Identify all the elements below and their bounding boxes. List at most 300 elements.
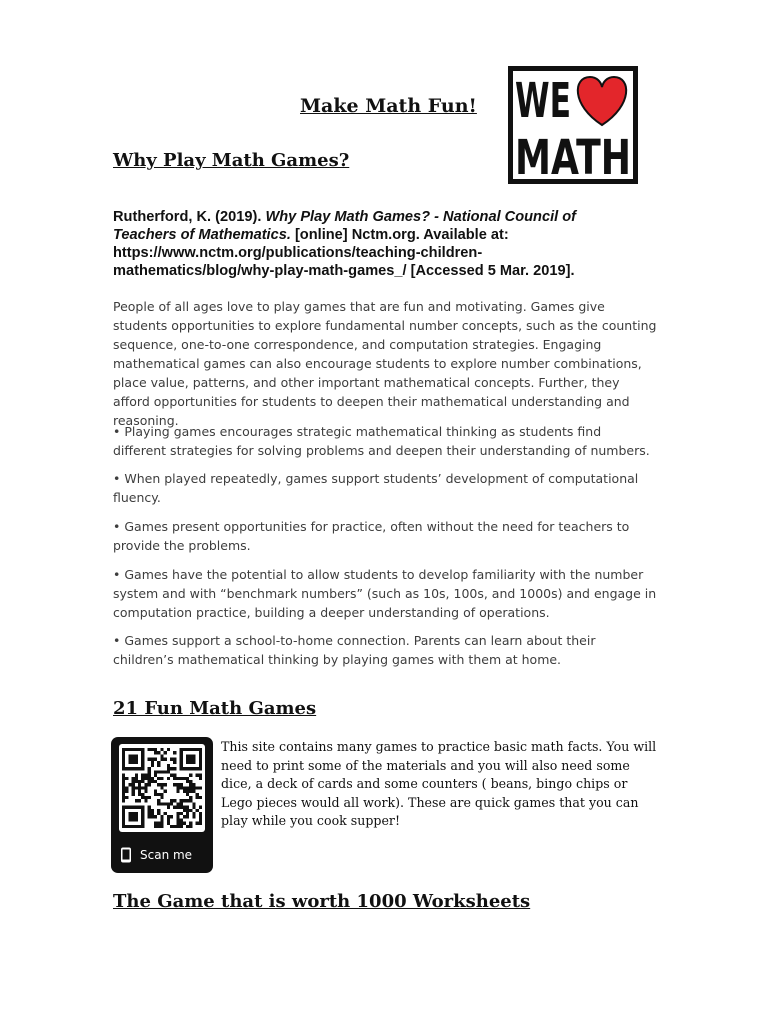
- qr-module: [157, 777, 160, 780]
- qr-module: [132, 767, 135, 770]
- qr-module: [128, 825, 131, 828]
- qr-module: [122, 751, 125, 754]
- qr-module: [141, 806, 144, 809]
- qr-module: [180, 818, 183, 821]
- qr-module: [141, 754, 144, 757]
- qr-module: [132, 790, 135, 793]
- qr-module: [173, 761, 176, 764]
- qr-module: [173, 758, 176, 761]
- qr-module: [167, 748, 170, 751]
- qr-module: [157, 783, 160, 786]
- qr-module: [180, 799, 183, 802]
- qr-module: [167, 770, 170, 773]
- qr-module: [125, 790, 128, 793]
- list-item: • When played repeatedly, games support students’ development of computational fluency.: [113, 471, 639, 505]
- qr-module: [164, 812, 167, 815]
- qr-module: [183, 767, 186, 770]
- qr-module: [148, 748, 151, 751]
- qr-module: [180, 748, 183, 751]
- qr-module: [138, 793, 141, 796]
- qr-module: [189, 761, 192, 764]
- qr-module: [160, 758, 163, 761]
- qr-module: [125, 748, 128, 751]
- qr-module: [160, 796, 163, 799]
- qr-module: [148, 780, 151, 783]
- qr-module: [189, 786, 192, 789]
- qr-module: [189, 767, 192, 770]
- qr-module: [189, 799, 192, 802]
- qr-module: [160, 777, 163, 780]
- logo-text-we: WE: [515, 73, 571, 129]
- qr-module: [176, 812, 179, 815]
- qr-module: [122, 799, 125, 802]
- qr-module: [183, 777, 186, 780]
- qr-code-frame: [119, 744, 205, 832]
- qr-module: [192, 754, 195, 757]
- qr-module: [199, 767, 202, 770]
- qr-module: [160, 815, 163, 818]
- qr-module: [196, 767, 199, 770]
- qr-module: [160, 825, 163, 828]
- qr-module: [148, 815, 151, 818]
- qr-module: [170, 825, 173, 828]
- qr-module: [183, 786, 186, 789]
- qr-module: [154, 748, 157, 751]
- qr-module: [141, 777, 144, 780]
- qr-module: [141, 815, 144, 818]
- qr-module: [180, 825, 183, 828]
- qr-module: [148, 806, 151, 809]
- qr-module: [122, 822, 125, 825]
- qr-module: [186, 754, 189, 757]
- qr-module: [132, 783, 135, 786]
- qr-module: [157, 793, 160, 796]
- qr-module: [148, 770, 151, 773]
- qr-module: [196, 748, 199, 751]
- qr-module: [186, 758, 189, 761]
- qr-module: [196, 809, 199, 812]
- qr-module: [183, 790, 186, 793]
- qr-module: [192, 802, 195, 805]
- qr-module: [141, 764, 144, 767]
- qr-module: [128, 783, 131, 786]
- qr-module: [167, 822, 170, 825]
- qr-module: [199, 777, 202, 780]
- qr-module: [180, 758, 183, 761]
- qr-module: [186, 825, 189, 828]
- qr-module: [138, 790, 141, 793]
- qr-module: [138, 825, 141, 828]
- qr-module: [151, 777, 154, 780]
- scan-me-label: Scan me: [140, 848, 193, 862]
- qr-module: [164, 770, 167, 773]
- qr-module: [164, 790, 167, 793]
- qr-module: [186, 815, 189, 818]
- qr-module: [189, 809, 192, 812]
- qr-module: [164, 758, 167, 761]
- qr-module: [122, 761, 125, 764]
- citation-source: [online] Nctm.org. Available at: https://www.nctm.org/publications/teaching-children-mathematics/blog/why-play-math-games_/ [Accessed 5 Mar. 2019].: [113, 227, 575, 279]
- qr-module: [199, 764, 202, 767]
- qr-module: [132, 748, 135, 751]
- qr-module: [141, 812, 144, 815]
- phone-icon: [120, 847, 132, 863]
- qr-module: [132, 761, 135, 764]
- qr-module: [157, 799, 160, 802]
- qr-module: [141, 822, 144, 825]
- qr-module: [128, 758, 131, 761]
- qr-module: [186, 767, 189, 770]
- qr-module: [176, 802, 179, 805]
- qr-module: [173, 806, 176, 809]
- qr-module: [122, 790, 125, 793]
- qr-module: [176, 777, 179, 780]
- qr-module: [128, 754, 131, 757]
- qr-module: [196, 774, 199, 777]
- qr-module: [144, 790, 147, 793]
- qr-module: [164, 751, 167, 754]
- page-title: Make Math Fun!: [300, 95, 477, 117]
- qr-module: [199, 815, 202, 818]
- qr-module: [180, 812, 183, 815]
- qr-module: [151, 809, 154, 812]
- qr-module: [157, 751, 160, 754]
- qr-module: [141, 793, 144, 796]
- qr-module: [157, 770, 160, 773]
- games-site-description: This site contains many games to practice basic math facts. You will need to print some of the materials and you will also need some dice, a deck of cards and some counters ( beans, bingo chips or Lego pieces would all work). These are quick games that you can play while you cook supper!: [221, 739, 657, 829]
- qr-module: [141, 758, 144, 761]
- qr-module: [122, 809, 125, 812]
- qr-module: [183, 748, 186, 751]
- qr-module: [138, 780, 141, 783]
- qr-module: [157, 812, 160, 815]
- qr-module: [189, 783, 192, 786]
- qr-module: [189, 796, 192, 799]
- qr-module: [176, 790, 179, 793]
- qr-module: [196, 822, 199, 825]
- qr-module: [135, 786, 138, 789]
- qr-module: [122, 812, 125, 815]
- qr-module: [180, 761, 183, 764]
- qr-module: [154, 751, 157, 754]
- qr-module: [132, 780, 135, 783]
- qr-module: [154, 774, 157, 777]
- scan-me-row: [120, 847, 192, 863]
- qr-module: [189, 754, 192, 757]
- qr-module: [170, 767, 173, 770]
- qr-module: [196, 796, 199, 799]
- qr-module: [132, 777, 135, 780]
- logo-text-math: MATH: [515, 130, 631, 186]
- qr-module: [154, 780, 157, 783]
- qr-module: [132, 786, 135, 789]
- qr-module: [154, 758, 157, 761]
- qr-module: [192, 806, 195, 809]
- qr-module: [173, 825, 176, 828]
- qr-module: [135, 818, 138, 821]
- qr-module: [176, 822, 179, 825]
- qr-module: [138, 799, 141, 802]
- qr-module: [141, 748, 144, 751]
- qr-module: [138, 806, 141, 809]
- qr-module: [160, 754, 163, 757]
- qr-module: [135, 754, 138, 757]
- qr-module: [128, 767, 131, 770]
- list-item: • Playing games encourages strategic mathematical thinking as students find different strategies for solving problems and deepen their understanding of numbers.: [113, 424, 650, 458]
- qr-module: [189, 748, 192, 751]
- qr-module: [176, 806, 179, 809]
- qr-module: [167, 806, 170, 809]
- qr-module: [122, 780, 125, 783]
- qr-module: [176, 818, 179, 821]
- qr-module: [154, 770, 157, 773]
- qr-module: [170, 774, 173, 777]
- qr-module: [189, 790, 192, 793]
- qr-module: [183, 809, 186, 812]
- qr-module: [173, 799, 176, 802]
- qr-module: [135, 825, 138, 828]
- qr-module: [151, 815, 154, 818]
- qr-module: [141, 761, 144, 764]
- qr-module: [192, 786, 195, 789]
- qr-module: [160, 793, 163, 796]
- qr-module: [125, 825, 128, 828]
- qr-module: [141, 786, 144, 789]
- section-heading-1000-worksheets: The Game that is worth 1000 Worksheets: [113, 891, 531, 912]
- qr-module: [122, 777, 125, 780]
- qr-module: [164, 802, 167, 805]
- qr-module: [199, 822, 202, 825]
- qr-module: [167, 767, 170, 770]
- qr-module: [199, 818, 202, 821]
- qr-module: [122, 774, 125, 777]
- qr-module: [173, 777, 176, 780]
- qr-module: [125, 806, 128, 809]
- qr-module: [186, 761, 189, 764]
- qr-module: [122, 806, 125, 809]
- qr-module: [141, 825, 144, 828]
- qr-module: [141, 780, 144, 783]
- qr-module: [135, 806, 138, 809]
- section-heading-why-play: Why Play Math Games?: [113, 150, 350, 171]
- citation-title: Why Play Math Games? - National Council of Teachers of Mathematics.: [113, 209, 577, 243]
- qr-module: [160, 748, 163, 751]
- qr-module: [122, 764, 125, 767]
- qr-module: [180, 777, 183, 780]
- qr-module: [157, 809, 160, 812]
- qr-module: [199, 796, 202, 799]
- qr-module: [186, 780, 189, 783]
- qr-module: [151, 748, 154, 751]
- qr-module: [148, 767, 151, 770]
- qr-module: [167, 802, 170, 805]
- list-item: • Games present opportunities for practice, often without the need for teachers to provide the problems.: [113, 519, 630, 553]
- qr-module: [167, 764, 170, 767]
- qr-module: [128, 818, 131, 821]
- qr-module: [186, 793, 189, 796]
- qr-module: [141, 818, 144, 821]
- qr-module: [186, 806, 189, 809]
- qr-module: [183, 799, 186, 802]
- qr-module: [199, 806, 202, 809]
- qr-module: [154, 822, 157, 825]
- qr-module: [141, 767, 144, 770]
- qr-module: [144, 777, 147, 780]
- qr-module: [173, 774, 176, 777]
- qr-module: [154, 793, 157, 796]
- qr-module: [135, 780, 138, 783]
- qr-module: [148, 809, 151, 812]
- qr-module: [167, 815, 170, 818]
- qr-module: [122, 793, 125, 796]
- qr-module: [151, 761, 154, 764]
- qr-module: [122, 786, 125, 789]
- qr-module: [176, 815, 179, 818]
- qr-module: [141, 774, 144, 777]
- qr-module: [170, 758, 173, 761]
- qr-module: [170, 802, 173, 805]
- list-item: • Games have the potential to allow students to develop familiarity with the number system and with “benchmark numbers” (such as 10s, 100s, and 1000s) and engage in computation practice, building a deeper understanding of operations.: [113, 567, 657, 620]
- qr-module: [180, 802, 183, 805]
- qr-module: [189, 758, 192, 761]
- citation-author: Rutherford, K. (2019).: [113, 209, 266, 225]
- qr-module: [132, 825, 135, 828]
- qr-module: [148, 774, 151, 777]
- qr-module: [132, 812, 135, 815]
- qr-module: [186, 812, 189, 815]
- qr-module: [132, 758, 135, 761]
- qr-module: [186, 777, 189, 780]
- qr-module: [132, 806, 135, 809]
- qr-code-card[interactable]: [111, 737, 213, 873]
- qr-module: [125, 777, 128, 780]
- qr-module: [128, 748, 131, 751]
- qr-module: [135, 815, 138, 818]
- qr-module: [125, 786, 128, 789]
- qr-module: [176, 783, 179, 786]
- qr-module: [180, 767, 183, 770]
- qr-module: [138, 783, 141, 786]
- qr-module: [160, 783, 163, 786]
- qr-module: [183, 822, 186, 825]
- logo-graphic: [513, 71, 633, 186]
- qr-module: [154, 790, 157, 793]
- qr-module: [173, 767, 176, 770]
- qr-module: [192, 758, 195, 761]
- qr-module: [164, 783, 167, 786]
- qr-module: [199, 774, 202, 777]
- qr-module: [154, 815, 157, 818]
- citation: [113, 208, 633, 280]
- qr-module: [199, 812, 202, 815]
- qr-module: [128, 812, 131, 815]
- qr-module: [173, 783, 176, 786]
- qr-module: [148, 758, 151, 761]
- qr-code-icon: [122, 748, 202, 828]
- qr-module: [192, 767, 195, 770]
- qr-module: [148, 796, 151, 799]
- section-heading-21-games: 21 Fun Math Games: [113, 698, 317, 719]
- qr-module: [122, 754, 125, 757]
- qr-module: [141, 796, 144, 799]
- qr-module: [180, 764, 183, 767]
- qr-module: [157, 761, 160, 764]
- qr-module: [122, 815, 125, 818]
- qr-module: [144, 774, 147, 777]
- qr-module: [180, 783, 183, 786]
- qr-module: [151, 758, 154, 761]
- qr-module: [135, 774, 138, 777]
- qr-module: [196, 793, 199, 796]
- qr-module: [186, 799, 189, 802]
- qr-module: [132, 754, 135, 757]
- qr-module: [160, 818, 163, 821]
- qr-module: [196, 786, 199, 789]
- qr-module: [135, 748, 138, 751]
- qr-module: [199, 786, 202, 789]
- qr-module: [167, 818, 170, 821]
- qr-module: [122, 796, 125, 799]
- qr-module: [132, 818, 135, 821]
- qr-module: [160, 822, 163, 825]
- qr-module: [189, 822, 192, 825]
- qr-module: [125, 767, 128, 770]
- qr-module: [135, 799, 138, 802]
- qr-module: [151, 812, 154, 815]
- qr-module: [151, 780, 154, 783]
- qr-module: [151, 764, 154, 767]
- qr-module: [154, 825, 157, 828]
- qr-module: [160, 802, 163, 805]
- qr-module: [180, 806, 183, 809]
- qr-module: [160, 786, 163, 789]
- qr-module: [132, 793, 135, 796]
- qr-module: [138, 786, 141, 789]
- qr-module: [125, 796, 128, 799]
- qr-module: [135, 761, 138, 764]
- qr-module: [128, 806, 131, 809]
- qr-module: [176, 786, 179, 789]
- qr-module: [138, 748, 141, 751]
- qr-module: [199, 758, 202, 761]
- qr-module: [186, 809, 189, 812]
- qr-module: [144, 796, 147, 799]
- qr-module: [189, 825, 192, 828]
- qr-module: [144, 783, 147, 786]
- qr-module: [189, 780, 192, 783]
- qr-module: [170, 799, 173, 802]
- qr-module: [135, 767, 138, 770]
- qr-module: [141, 809, 144, 812]
- qr-module: [199, 748, 202, 751]
- qr-module: [186, 786, 189, 789]
- qr-module: [157, 802, 160, 805]
- qr-module: [135, 777, 138, 780]
- qr-module: [135, 812, 138, 815]
- qr-module: [122, 767, 125, 770]
- qr-module: [192, 815, 195, 818]
- we-love-math-logo: [508, 66, 638, 184]
- qr-module: [148, 812, 151, 815]
- list-item: • Games support a school-to-home connection. Parents can learn about their children’s mathematical thinking by playing games with them at home.: [113, 633, 596, 667]
- qr-module: [192, 783, 195, 786]
- qr-module: [128, 761, 131, 764]
- qr-module: [122, 783, 125, 786]
- qr-module: [180, 822, 183, 825]
- qr-module: [183, 815, 186, 818]
- qr-module: [141, 751, 144, 754]
- qr-module: [135, 758, 138, 761]
